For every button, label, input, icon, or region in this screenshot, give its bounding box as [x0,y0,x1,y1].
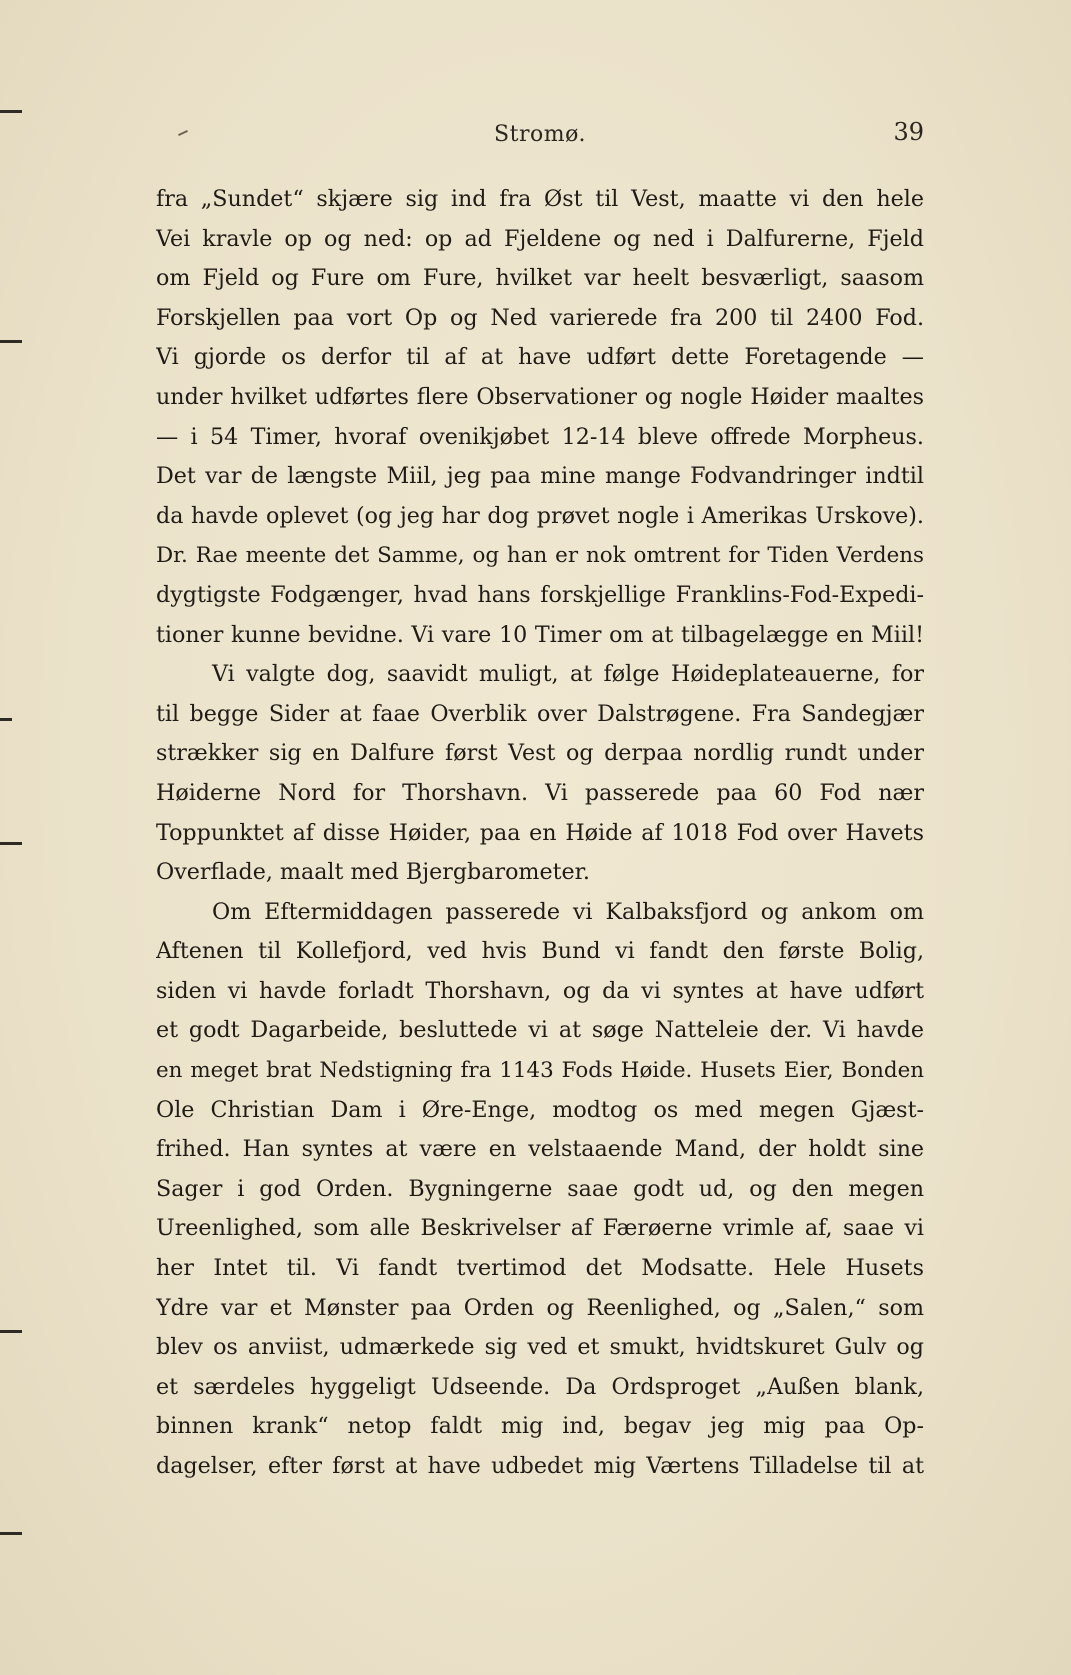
header-title: Stromø. [494,122,586,147]
page-edge-mark [0,1330,22,1333]
body-text [156,180,924,1487]
text-line: Vi valgte dog, saavidt muligt, at følge Høideplateauerne, for [212,661,924,688]
text-line: et særdeles hyggeligt Udseende. Da Ordsproget „Außen blank, [156,1373,924,1400]
text-line: her Intet til. Vi fandt tvertimod det Modsatte. Hele Husets [156,1255,924,1282]
running-head [156,118,924,150]
text-line: Forskjellen paa vort Op og Ned varierede fra 200 til 2400 Fod. [156,304,924,331]
page-edge-mark [0,340,22,343]
text-line: siden vi havde forladt Thorshavn, og da vi syntes at have udført [156,977,924,1004]
text-line: da havde oplevet (og jeg har dog prøvet nogle i Amerikas Urskove). [156,502,924,529]
text-line: Vei kravle op og ned: op ad Fjeldene og ned i Dalfurerne, Fjeld [156,225,924,252]
page-edge-mark [0,1532,22,1535]
page-edge-mark [0,718,12,721]
text-line: Dr. Rae meente det Samme, og han er nok omtrent for Tiden Verdens [156,543,924,569]
text-line: frihed. Han syntes at være en velstaaende Mand, der holdt sine [156,1136,924,1163]
text-line: blev os anviist, udmærkede sig ved et smukt, hvidtskuret Gulv og [156,1334,924,1361]
text-line: tioner kunne bevidne. Vi vare 10 Timer om at tilbagelægge en Miil! [156,621,924,648]
text-line: Vi gjorde os derfor til af at have udført dette Foretagende — [156,344,924,371]
page-edge-mark [0,110,22,113]
text-line: — i 54 Timer, hvoraf ovenikjøbet 12-14 bleve offrede Morpheus. [156,423,924,450]
text-line: en meget brat Nedstigning fra 1143 Fods Høide. Husets Eier, Bonden [156,1058,924,1084]
text-line: til begge Sider at faae Overblik over Dalstrøgene. Fra Sandegjær [156,700,924,727]
text-line: binnen krank“ netop faldt mig ind, begav jeg mig paa Op- [156,1413,924,1440]
text-line: strækker sig en Dalfure først Vest og derpaa nordlig rundt under [156,740,924,767]
text-line: dygtigste Fodgænger, hvad hans forskjellige Franklins-Fod-Expedi- [156,581,924,608]
text-line: Aftenen til Kollefjord, ved hvis Bund vi fandt den første Bolig, [156,938,924,965]
text-line: Høiderne Nord for Thorshavn. Vi passerede paa 60 Fod nær [156,779,924,806]
text-line: Toppunktet af disse Høider, paa en Høide af 1018 Fod over Havets [156,819,924,846]
text-line: Ydre var et Mønster paa Orden og Reenlighed, og „Salen,“ som [156,1294,924,1321]
text-line: Om Eftermiddagen passerede vi Kalbaksfjord og ankom om [212,898,924,925]
text-line: Det var de længste Miil, jeg paa mine mange Fodvandringer indtil [156,463,924,490]
text-line: et godt Dagarbeide, besluttede vi at søge Natteleie der. Vi havde [156,1017,924,1044]
text-line: Ole Christian Dam i Øre-Enge, modtog os med megen Gjæst- [156,1096,924,1123]
text-line: Sager i god Orden. Bygningerne saae godt ud, og den megen [156,1175,924,1202]
page-number: 39 [893,118,924,146]
text-line: Ureenlighed, som alle Beskrivelser af Færøerne vrimle af, saae vi [156,1215,924,1242]
text-line: fra „Sundet“ skjære sig ind fra Øst til Vest, maatte vi den hele [156,186,924,212]
text-line: Overflade, maalt med Bjergbarometer. [156,859,590,886]
text-line: dagelser, efter først at have udbedet mig Værtens Tilladelse til at [156,1453,924,1479]
text-line: under hvilket udførtes flere Observationer og nogle Høider maaltes [156,383,924,410]
page-edge-mark [0,842,22,845]
text-line: om Fjeld og Fure om Fure, hvilket var heelt besværligt, saasom [156,265,924,292]
